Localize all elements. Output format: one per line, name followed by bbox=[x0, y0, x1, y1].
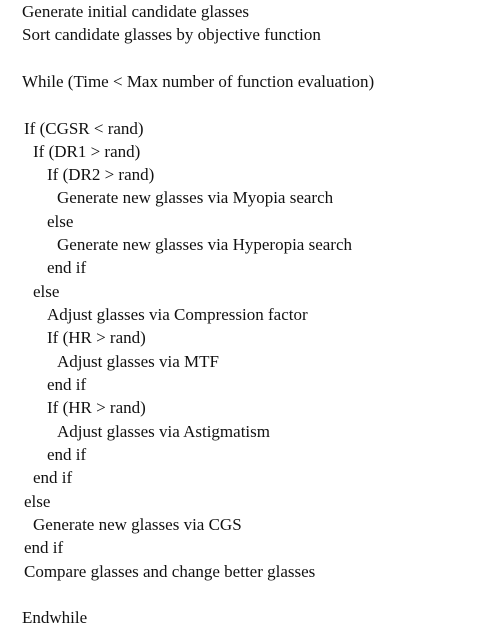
code-line-15: end if bbox=[47, 375, 87, 394]
code-line-5: If (DR1 > rand) bbox=[33, 142, 141, 161]
code-line-8: else bbox=[47, 212, 74, 231]
code-line-1: Generate initial candidate glasses bbox=[22, 2, 250, 21]
code-line-12: Adjust glasses via Compression factor bbox=[47, 305, 308, 324]
code-line-16: If (HR > rand) bbox=[47, 398, 146, 417]
code-line-3: While (Time < Max number of function evaluation) bbox=[22, 72, 375, 91]
code-line-23: Compare glasses and change better glasses bbox=[24, 562, 316, 581]
code-line-17: Adjust glasses via Astigmatism bbox=[57, 422, 270, 441]
code-line-13: If (HR > rand) bbox=[47, 328, 146, 347]
code-line-11: else bbox=[33, 282, 60, 301]
code-line-2: Sort candidate glasses by objective function bbox=[22, 25, 321, 44]
code-line-21: Generate new glasses via CGS bbox=[33, 515, 242, 534]
code-line-9: Generate new glasses via Hyperopia search bbox=[57, 235, 353, 254]
code-line-7: Generate new glasses via Myopia search bbox=[57, 188, 334, 207]
code-line-22: end if bbox=[24, 538, 64, 557]
code-line-24: Endwhile bbox=[22, 608, 88, 627]
code-line-4: If (CGSR < rand) bbox=[24, 119, 144, 138]
code-line-19: end if bbox=[33, 468, 73, 487]
code-line-20: else bbox=[24, 492, 51, 511]
code-line-10: end if bbox=[47, 258, 87, 277]
code-line-18: end if bbox=[47, 445, 87, 464]
code-line-6: If (DR2 > rand) bbox=[47, 165, 155, 184]
code-line-14: Adjust glasses via MTF bbox=[57, 352, 219, 371]
